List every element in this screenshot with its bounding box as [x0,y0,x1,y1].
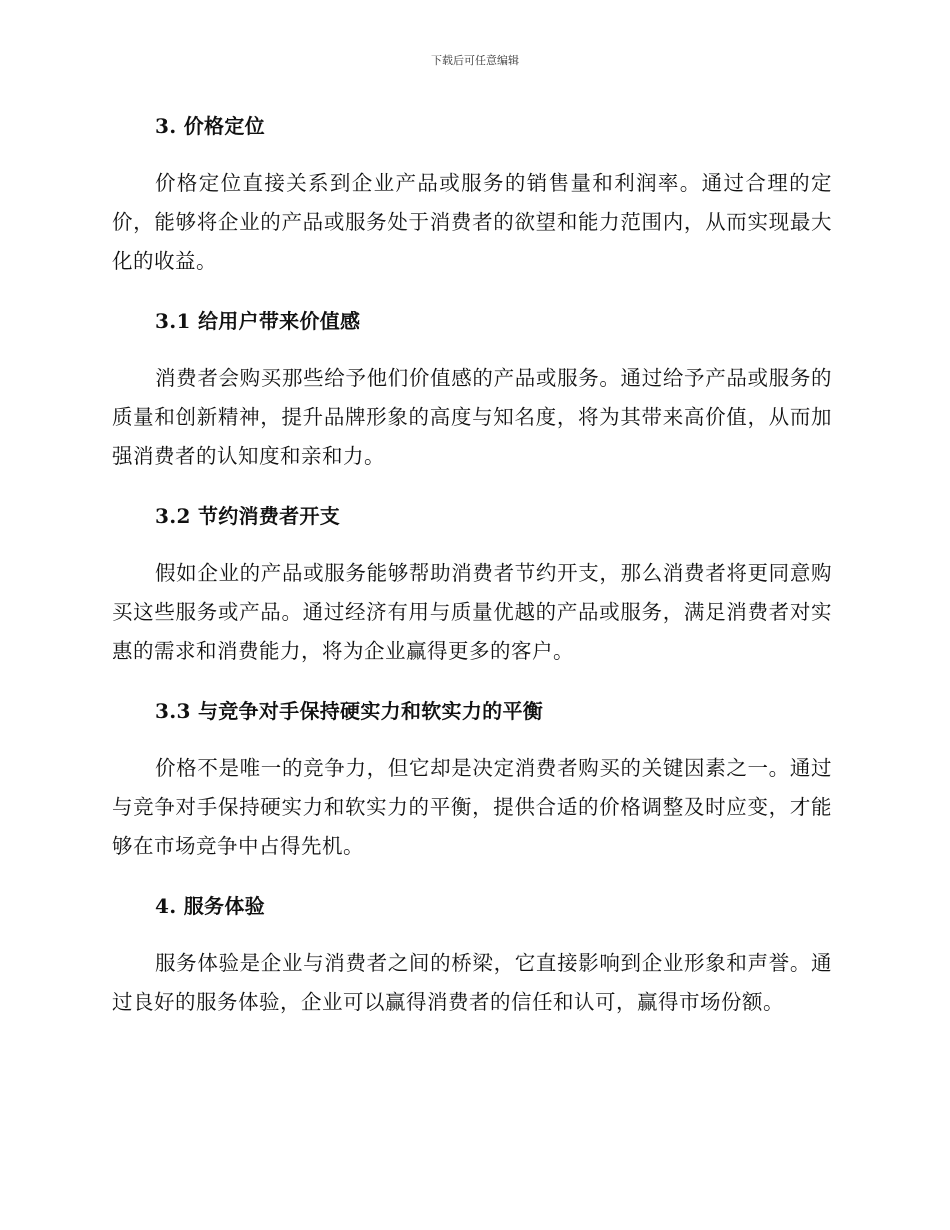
section-paragraph-competitor-balance: 价格不是唯一的竞争力，但它却是决定消费者购买的关键因素之一。通过与竞争对手保持硬实力和软实力的平衡，提供合适的价格调整及时应变，才能够在市场竞争中占得先机。 [112,756,832,858]
section-paragraph-value-perception: 消费者会购买那些给予他们价值感的产品或服务。通过给予产品或服务的质量和创新精神，提升品牌形象的高度与知名度，将为其带来高价值，从而加强消费者的认知度和亲和力。 [112,366,832,468]
section-heading-value-perception: 3.1 给用户带来价值感 [155,309,361,333]
document-body [112,112,832,1048]
section-paragraph-service-experience: 服务体验是企业与消费者之间的桥梁，它直接影响到企业形象和声誉。通过良好的服务体验，企业可以赢得消费者的信任和认可，赢得市场份额。 [112,951,832,1014]
page-header: 下载后可任意编辑 [431,54,519,67]
section-paragraph-price-positioning: 价格定位直接关系到企业产品或服务的销售量和利润率。通过合理的定价，能够将企业的产品或服务处于消费者的欲望和能力范围内，从而实现最大化的收益。 [112,171,832,273]
section-heading-price-positioning: 3. 价格定位 [155,114,265,138]
section-heading-service-experience: 4. 服务体验 [155,894,265,918]
section-heading-save-expenses: 3.2 节约消费者开支 [155,504,341,528]
section-paragraph-save-expenses: 假如企业的产品或服务能够帮助消费者节约开支，那么消费者将更同意购买这些服务或产品。通过经济有用与质量优越的产品或服务，满足消费者对实惠的需求和消费能力，将为企业赢得更多的客户。 [112,561,832,663]
section-heading-competitor-balance: 3.3 与竞争对手保持硬实力和软实力的平衡 [155,699,544,723]
